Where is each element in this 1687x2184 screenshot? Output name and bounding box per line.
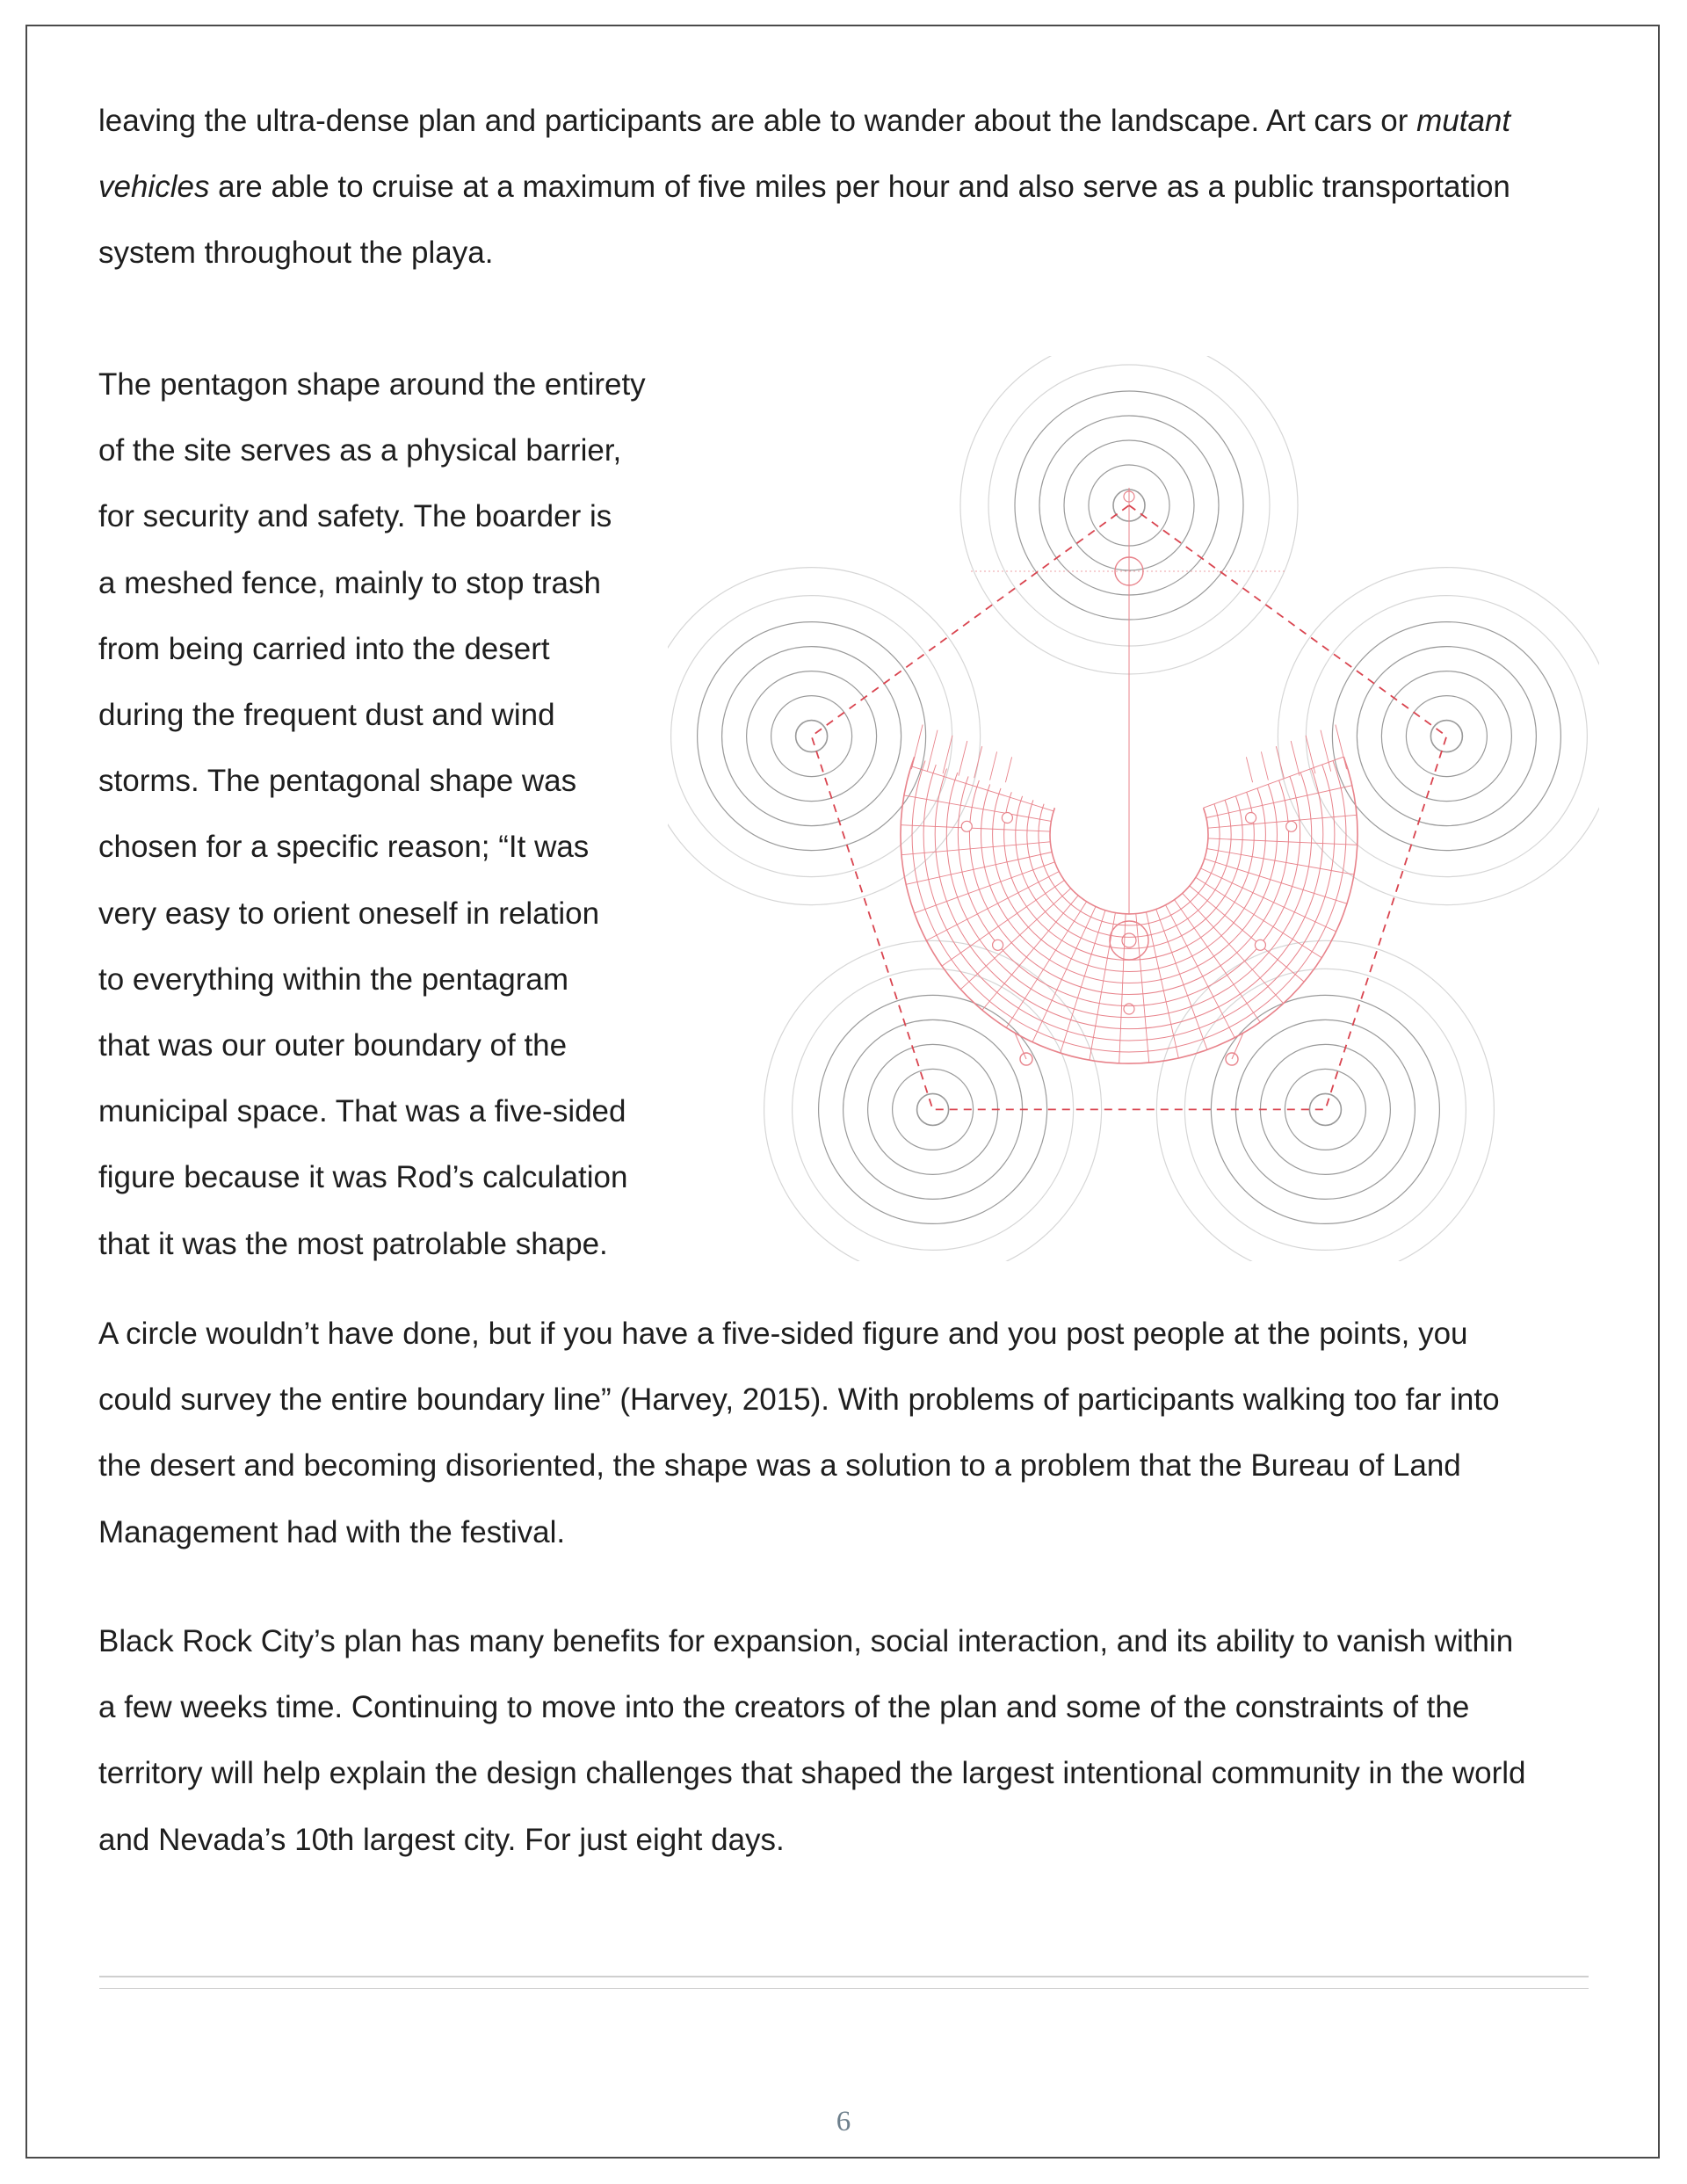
text-line: could survey the entire boundary line” (Harvey, 2015). With problems of participants walking too far into	[98, 1382, 1500, 1418]
intro-paragraph	[98, 88, 1510, 287]
text-line: figure because it was Rod’s calculation	[98, 1160, 628, 1195]
plaza-marker	[961, 821, 972, 831]
radial-street	[1032, 907, 1096, 1042]
text-line: municipal space. That was a five-sided	[98, 1094, 626, 1129]
radial-street	[1156, 910, 1207, 1050]
text-line: from being carried into the desert	[98, 631, 550, 666]
text-line: very easy to orient oneself in relation	[98, 896, 600, 931]
concentric-ring	[764, 940, 1102, 1261]
plaza-marker	[1246, 813, 1256, 824]
text-line: that it was the most patrolable shape.	[98, 1226, 608, 1261]
concentric-ring	[1309, 1093, 1341, 1125]
plaza-marker	[1002, 813, 1012, 824]
wing-street	[1246, 757, 1252, 782]
radial-street	[911, 766, 1053, 811]
radial-street	[1204, 757, 1344, 808]
text-line: territory will help explain the design challenges that shaped the largest intentional community in the world	[98, 1756, 1526, 1791]
concentric-ring	[722, 647, 901, 826]
concentric-ring	[1184, 969, 1466, 1250]
concentric-ring	[698, 622, 926, 851]
concentric-ring	[1332, 622, 1560, 851]
concentric-ring	[796, 721, 828, 752]
radial-street	[906, 853, 1052, 885]
city-plan-figure	[668, 356, 1599, 1261]
intro-line-2: vehicles are able to cruise at a maximum of five miles per hour and also serve as a public transportation	[98, 170, 1510, 205]
radial-street	[1090, 913, 1116, 1061]
text-line: for security and safety. The boarder is	[98, 499, 612, 534]
plaza-marker	[993, 940, 1003, 950]
wing-street	[990, 751, 997, 780]
plaza-marker	[1286, 821, 1297, 831]
radial-street	[1207, 849, 1355, 875]
text-line: chosen for a specific reason; “It was	[98, 830, 590, 865]
text-line: during the frequent dust and wind	[98, 698, 555, 733]
concentric-ring	[1406, 696, 1487, 777]
text-line: a meshed fence, mainly to stop trash	[98, 565, 601, 600]
text-line: that was our outer boundary of the	[98, 1028, 568, 1063]
footer-rule-thin	[99, 1988, 1589, 1989]
intro-line-1: leaving the ultra-dense plan and participants are able to wander about the landscape. Art cars or mutant	[98, 104, 1511, 138]
center-camp	[1110, 921, 1148, 960]
intro-line-3: system throughout the playa.	[98, 236, 494, 271]
radial-street	[1206, 786, 1352, 818]
wing-street	[911, 725, 923, 770]
wing-street	[1336, 725, 1347, 770]
text-line: The pentagon shape around the entirety	[98, 367, 646, 402]
concentric-ring	[1430, 721, 1462, 752]
concentric-circles	[668, 356, 1599, 1261]
city-plan-diagram	[668, 356, 1599, 1261]
concentric-ring	[1278, 568, 1599, 905]
wing-street	[1261, 751, 1268, 780]
concentric-ring	[893, 1069, 974, 1150]
wing-street	[1291, 741, 1300, 776]
radial-street	[960, 889, 1070, 990]
concentric-ring	[747, 671, 877, 802]
pentagon-paragraph-side	[98, 352, 646, 1277]
concentric-ring	[1357, 647, 1536, 826]
wing-street	[974, 746, 982, 778]
wing-street	[1005, 757, 1011, 782]
pentagon-paragraph-full	[98, 1301, 1500, 1565]
wing-street	[1276, 746, 1284, 778]
concentric-ring	[1285, 1069, 1365, 1150]
wing-street	[959, 741, 967, 776]
city-grid-plan	[901, 488, 1358, 1065]
footer-rule	[99, 1976, 1589, 1977]
text-line: to everything within the pentagram	[98, 961, 569, 997]
concentric-ring	[671, 596, 952, 877]
concentric-ring	[668, 568, 981, 905]
text-line: and Nevada’s 10th largest city. For just eight days.	[98, 1822, 785, 1857]
plaza-marker	[1255, 940, 1265, 950]
text-line: the desert and becoming disoriented, the shape was a solution to a problem that the Bureau of Land	[98, 1448, 1461, 1484]
radial-street	[1201, 868, 1336, 932]
concentric-ring	[1306, 596, 1587, 877]
text-line: Black Rock City’s plan has many benefits for expansion, social interaction, and its ability to vanish within	[98, 1624, 1514, 1658]
radial-street	[1147, 912, 1179, 1058]
concentric-ring	[1156, 940, 1494, 1261]
closing-paragraph	[98, 1608, 1526, 1873]
concentric-ring	[793, 969, 1074, 1250]
concentric-ring	[1381, 671, 1511, 802]
plaza-marker	[1124, 1004, 1134, 1014]
radial-street	[1183, 893, 1284, 1003]
text-line: of the site serves as a physical barrier,	[98, 433, 622, 468]
text-line: Management had with the festival.	[98, 1514, 566, 1549]
concentric-ring	[917, 1093, 949, 1125]
page-number: 6	[836, 2106, 851, 2137]
concentric-ring	[771, 696, 852, 777]
text-line: A circle wouldn’t have done, but if you have a five-sided figure and you post people at the points, you	[98, 1317, 1468, 1351]
text-line: storms. The pentagonal shape was	[98, 764, 577, 799]
text-line: a few weeks time. Continuing to move into the creators of the plan and some of the constraints of the	[98, 1690, 1470, 1725]
radial-street	[915, 862, 1055, 913]
